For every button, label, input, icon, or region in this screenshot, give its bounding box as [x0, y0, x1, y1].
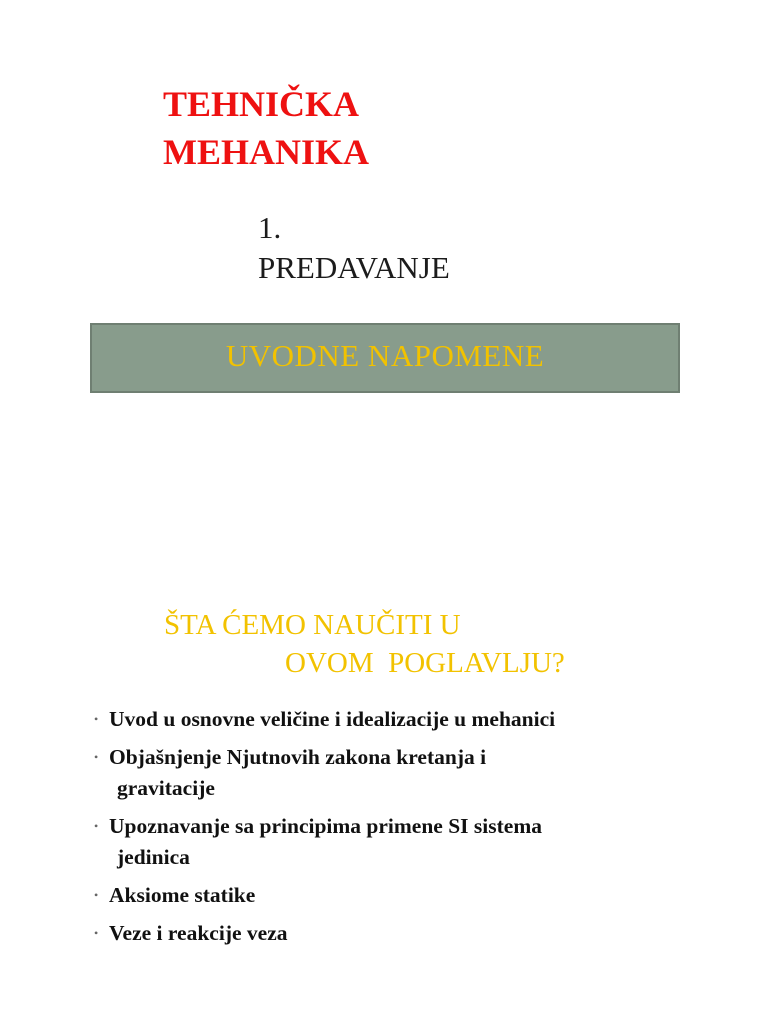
lecture-heading [258, 208, 450, 288]
bullet-icon: • [94, 750, 99, 764]
course-title [163, 80, 369, 176]
list-item [92, 704, 752, 735]
list-item-text: Uvod u osnovne veličine i idealizacije u mehanici [109, 707, 556, 731]
list-item [92, 880, 752, 911]
bullet-icon: • [94, 819, 99, 833]
list-item-text-continued: jedinica [117, 845, 190, 869]
course-title-line1: TEHNIČKA [163, 84, 360, 124]
list-item-text: Objašnjenje Njutnovih zakona kretanja i [109, 745, 487, 769]
bullet-icon: • [94, 926, 99, 940]
lecture-label: PREDAVANJE [258, 250, 450, 285]
objectives-heading-line2: OVOM POGLAVLJU? [285, 647, 565, 679]
course-title-line2: MEHANIKA [163, 132, 369, 172]
slide-objectives [0, 512, 768, 1024]
section-banner [90, 323, 680, 393]
bullet-icon: • [94, 888, 99, 902]
bullet-icon: • [94, 712, 99, 726]
list-item [92, 742, 752, 804]
list-item [92, 811, 752, 873]
list-item-text: Upoznavanje sa principima primene SI sistema [109, 814, 542, 838]
objectives-list [92, 704, 752, 956]
list-item-text: Aksiome statike [109, 883, 256, 907]
list-item [92, 918, 752, 949]
objectives-heading-line1: ŠTA ĆEMO NAUČITI U [164, 609, 461, 641]
lecture-number: 1. [258, 210, 282, 245]
list-item-text-continued: gravitacije [117, 776, 215, 800]
section-banner-text: UVODNE NAPOMENE [225, 338, 545, 373]
list-item-text: Veze i reakcije veza [109, 921, 288, 945]
